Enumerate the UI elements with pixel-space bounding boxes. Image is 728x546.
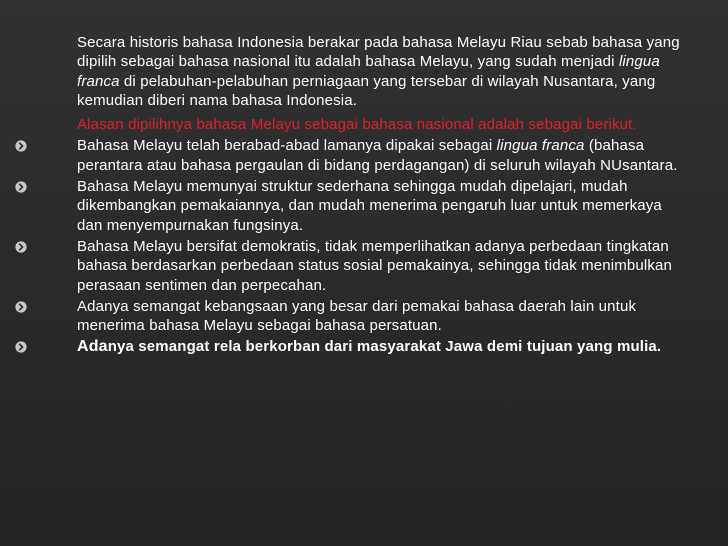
list-item-structure [77,177,689,235]
bullet-arrow-icon [15,301,27,313]
list-item-text: Adanya semangat kebangsaan yang besar dari pemakai bahasa daerah lain untuk menerima bahasa Melayu sebagai bahasa persatuan. [77,297,637,335]
intro-italic-term: lingua franca [77,53,660,90]
list-item-text: Bahasa Melayu memunyai struktur sederhana sehingga mudah dipelajari, mudah dikembangkan pemakaiannya, dan mudah menerima pengaruh luar untuk memerkaya dan menyempurnakan fungsinya. [77,178,662,234]
list-item-italic-term: lingua franca [496,137,585,155]
list-item-text: nya semangat rela berkorban dari masyarakat Jawa demi tujuan yang mulia. [107,338,662,356]
bullet-arrow-icon [15,241,27,253]
intro-text: Secara historis bahasa Indonesia berakar pada bahasa Melayu Riau sebab bahasa yang dipilih sebagai bahasa nasional itu adalah bahasa Melayu, yang sudah menjadi [77,34,680,71]
bullet-arrow-icon [15,140,27,152]
list-item-democratic [77,237,689,295]
reasons-heading: Alasan dipilihnya bahasa Melayu sebagai bahasa nasional adalah sebagai berikut. [77,116,637,134]
list-item-text: Bahasa Melayu telah berabad-abad lamanya dipakai sebagai [77,137,497,155]
list-item-lead-word: Ada [77,338,108,356]
list-item-sacrifice [77,337,689,356]
list-item-text-end: (bahasa perantara atau bahasa pergaulan di bidang perdagangan) di seluruh wilayah NUsantara. [77,137,678,174]
list-item-lingua-franca [77,136,689,175]
list-item-national-spirit [77,297,689,336]
bullet-arrow-icon [15,341,27,353]
list-item-text: Bahasa Melayu bersifat demokratis, tidak memperlihatkan adanya perbedaan tingkatan bahasa berdasarkan perbedaan status sosial pemakainya, sehingga tidak menimbulkan perasaan sentimen dan perpecahan. [77,237,673,294]
intro-text-end: di pelabuhan-pelabuhan perniagaan yang tersebar di wilayah Nusantara, yang kemudian diberi nama bahasa Indonesia. [77,72,656,109]
intro-paragraph [77,33,689,110]
bullet-arrow-icon [15,181,27,193]
slide-content [0,33,728,357]
